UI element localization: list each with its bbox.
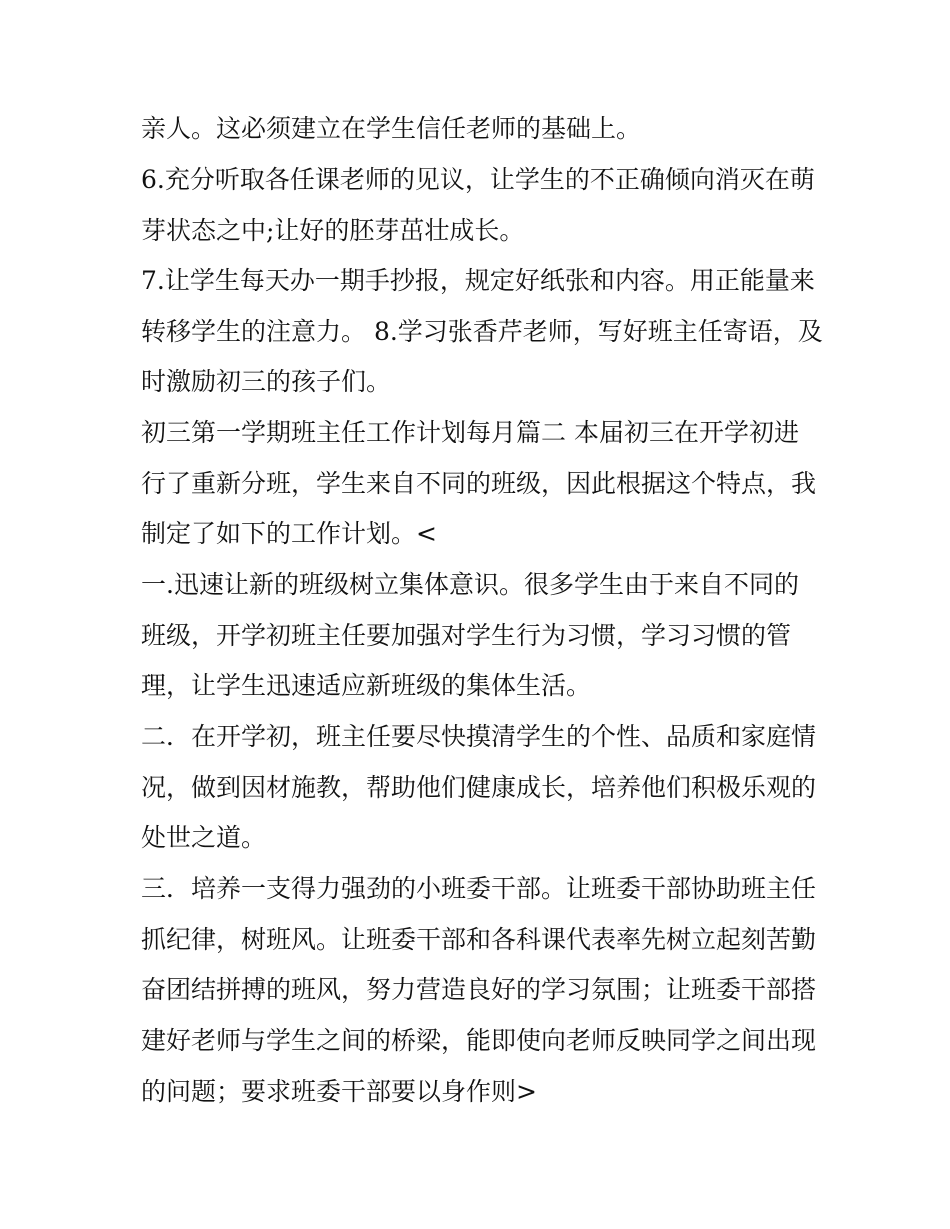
text-line: 初三第一学期班主任工作计划每月篇二 本届初三在开学初进 [141,418,799,447]
text-line: 芽状态之中;让好的胚芽茁壮成长。 [141,216,525,245]
text-line: 6.充分听取各任课老师的见议，让学生的不正确倾向消灭在萌 [141,165,815,194]
text-line: 亲人。这必须建立在学生信任老师的基础上。 [141,114,642,143]
text-line: 理，让学生迅速适应新班级的集体生活。 [141,671,592,700]
text-line: 况，做到因材施教，帮助他们健康成长，培养他们积极乐观的 [141,773,817,802]
text-line: 建好老师与学生之间的桥梁，能即使向老师反映同学之间出现 [141,1026,817,1055]
text-line: 抓纪律，树班风。让班委干部和各科课代表率先树立起刻苦勤 [141,925,817,954]
text-line: 处世之道。 [141,823,267,852]
text-line: 班级，开学初班主任要加强对学生行为习惯，学习习惯的管 [141,621,792,650]
text-line: 转移学生的注意力。 8.学习张香芹老师，写好班主任寄语，及 [141,317,823,346]
text-line: 二．在开学初，班主任要尽快摸清学生的个性、品质和家庭情 [141,722,817,751]
text-line: 时激励初三的孩子们。 [141,367,392,396]
text-line: 制定了如下的工作计划。< [141,519,437,548]
text-line: 的问题；要求班委干部要以身作则> [141,1077,537,1106]
text-line: 奋团结拼搏的班风，努力营造良好的学习氛围；让班委干部搭 [141,975,817,1004]
text-line: 7.让学生每天办一期手抄报，规定好纸张和内容。用正能量来 [141,266,815,295]
text-line: 一.迅速让新的班级树立集体意识。很多学生由于来自不同的 [141,570,799,599]
text-line: 行了重新分班，学生来自不同的班级，因此根据这个特点，我 [141,469,817,498]
text-line: 三．培养一支得力强劲的小班委干部。让班委干部协助班主任 [141,874,817,903]
